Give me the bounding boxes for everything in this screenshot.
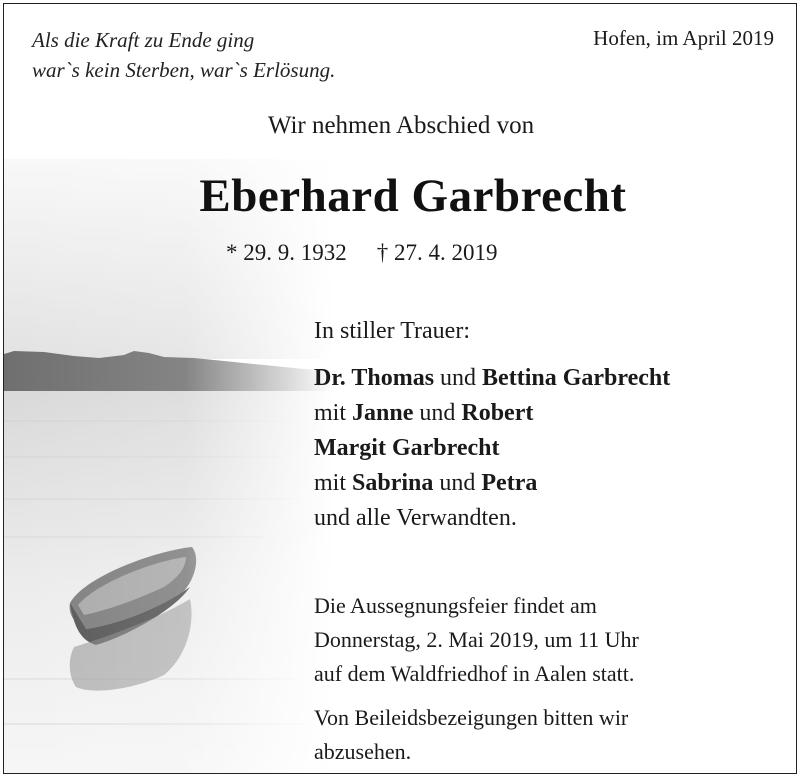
mourner-line: Margit Garbrecht <box>314 435 500 461</box>
epitaph-line-2: war`s kein Sterben, war`s Erlösung. <box>32 58 336 82</box>
ceremony-line-3: auf dem Waldfriedhof in Aalen statt. <box>314 661 635 686</box>
deceased-name: Eberhard Garbrecht <box>199 170 627 222</box>
death-date: † 27. 4. 2019 <box>376 240 498 265</box>
mourner-line: und alle Verwandten. <box>314 505 517 531</box>
obituary-notice <box>3 3 797 774</box>
farewell-intro: Wir nehmen Abschied von <box>267 112 535 139</box>
mourner-line: mit Sabrina und Petra <box>314 470 538 496</box>
condolence-note-line-2: abzusehen. <box>314 739 412 764</box>
mourning-heading: In stiller Trauer: <box>314 318 470 344</box>
ceremony-line-1: Die Aussegnungsfeier findet am <box>314 593 597 618</box>
condolence-note-line-1: Von Beileidsbezeigungen bitten wir <box>314 705 629 730</box>
place-date: Hofen, im April 2019 <box>593 26 774 50</box>
mourner-line: Dr. Thomas und Bettina Garbrecht <box>314 365 671 391</box>
life-dates <box>226 240 528 266</box>
ceremony-line-2: Donnerstag, 2. Mai 2019, um 11 Uhr <box>314 627 639 652</box>
epitaph-line-1: Als die Kraft zu Ende ging <box>32 28 255 52</box>
birth-date: * 29. 9. 1932 <box>226 240 347 265</box>
mourner-line: mit Janne und Robert <box>314 400 534 426</box>
